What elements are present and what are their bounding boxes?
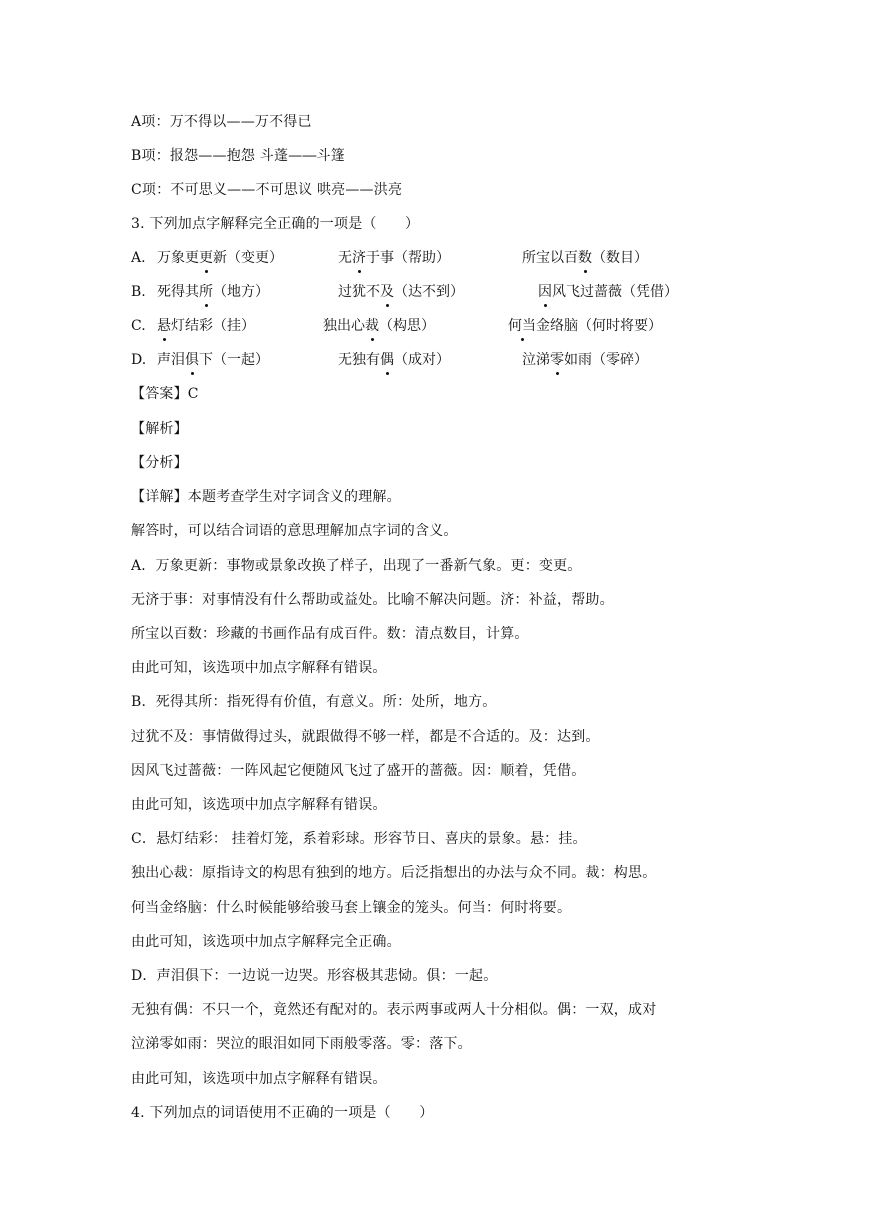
answer-line: 【答案】C xyxy=(131,386,199,402)
option-d-item-3: 泣涕零如雨（零碎） xyxy=(522,352,648,368)
question-3-stem: 3. 下列加点字解释完全正确的一项是（ ） xyxy=(131,216,420,232)
explanation-line: 所宝以百数：珍藏的书画作品有成百件。数：清点数目，计算。 xyxy=(131,626,529,642)
dotted-char: 悬 xyxy=(157,318,171,334)
explanation-line: B．死得其所：指死得有价值，有意义。所：处所，地方。 xyxy=(131,694,497,710)
intro-line-a: A项：万不得以——万不得已 xyxy=(131,114,312,130)
option-c-item-1: 悬灯结彩（挂） xyxy=(157,318,255,334)
option-d-item-2: 无独有偶（成对） xyxy=(338,352,450,368)
explanation-line: 由此可知，该选项中加点字解释有错误。 xyxy=(131,660,387,676)
fenxi-heading: 【分析】 xyxy=(131,455,188,471)
option-c-item-3: 何当金络脑（何时将要） xyxy=(508,318,662,334)
option-a-item-3: 所宝以百数（数目） xyxy=(522,250,648,266)
dotted-char: 及 xyxy=(380,284,394,300)
dotted-char: 俱 xyxy=(185,352,199,368)
option-c-label: C. xyxy=(131,318,146,334)
intro-line-c: C项：不可思义——不可思议 哄亮——洪亮 xyxy=(131,182,403,198)
dotted-char: 数 xyxy=(578,250,592,266)
explanation-line: 泣涕零如雨：哭泣的眼泪如同下雨般零落。零：落下。 xyxy=(131,1036,472,1052)
explanation-line: 无独有偶：不只一个，竟然还有配对的。表示两事或两人十分相似。偶：一双，成对 xyxy=(131,1002,657,1018)
question-4-stem: 4. 下列加点的词语使用不正确的一项是（ ） xyxy=(131,1105,434,1121)
dotted-char: 更 xyxy=(199,250,213,266)
option-b-item-1: 死得其所（地方） xyxy=(157,284,269,300)
option-b-label: B. xyxy=(131,284,146,300)
dotted-char: 何当 xyxy=(508,318,536,334)
explanation-line: 由此可知，该选项中加点字解释完全正确。 xyxy=(131,934,401,950)
option-a-item-2: 无济于事（帮助） xyxy=(338,250,450,266)
jiexi-heading: 【解析】 xyxy=(131,421,188,437)
explanation-line: 由此可知，该选项中加点字解释有错误。 xyxy=(131,1071,387,1087)
dotted-char: 裁 xyxy=(365,318,379,334)
explanation-line: 因风飞过蔷薇：一阵风起它便随风飞过了盛开的蔷薇。因：顺着，凭借。 xyxy=(131,763,586,779)
explanation-line: C．悬灯结彩： 挂着灯笼，系着彩球。形容节日、喜庆的景象。悬：挂。 xyxy=(131,831,587,847)
explanation-line: 【详解】本题考查学生对字词含义的理解。 xyxy=(131,489,401,505)
explanation-line: 独出心裁：原指诗文的构思有独到的地方。后泛指想出的办法与众不同。裁：构思。 xyxy=(131,865,657,881)
explanation-line: 解答时，可以结合词语的意思理解加点字词的含义。 xyxy=(131,523,458,539)
dotted-char: 偶 xyxy=(380,352,394,368)
dotted-char: 因 xyxy=(538,284,552,300)
explanation-line: A．万象更新：事物或景象改换了样子，出现了一番新气象。更：变更。 xyxy=(131,558,582,574)
option-d-item-1: 声泪俱下（一起） xyxy=(157,352,269,368)
option-a-label: A. xyxy=(131,250,146,266)
explanation-line: D．声泪俱下：一边说一边哭。形容极其悲恸。俱：一起。 xyxy=(131,968,498,984)
dotted-char: 所 xyxy=(199,284,213,300)
option-a-item-1: 万象更更新（变更） xyxy=(157,250,283,266)
dotted-char: 零 xyxy=(550,352,564,368)
option-b-item-3: 因风飞过蔷薇（凭借） xyxy=(538,284,678,300)
intro-line-b: B项：报怨——抱怨 斗蓬—―斗篷 xyxy=(131,148,345,164)
explanation-line: 何当金络脑：什么时候能够给骏马套上镶金的笼头。何当：何时将要。 xyxy=(131,900,572,916)
option-c-item-2: 独出心裁（构思） xyxy=(323,318,435,334)
explanation-line: 过犹不及：事情做得过头，就跟做得不够一样，都是不合适的。及：达到。 xyxy=(131,729,600,745)
dotted-char: 济 xyxy=(352,250,366,266)
option-d-label: D. xyxy=(131,352,147,368)
option-b-item-2: 过犹不及（达不到） xyxy=(338,284,464,300)
explanation-line: 无济于事：对事情没有什么帮助或益处。比喻不解决问题。济：补益，帮助。 xyxy=(131,592,614,608)
explanation-line: 由此可知，该选项中加点字解释有错误。 xyxy=(131,797,387,813)
